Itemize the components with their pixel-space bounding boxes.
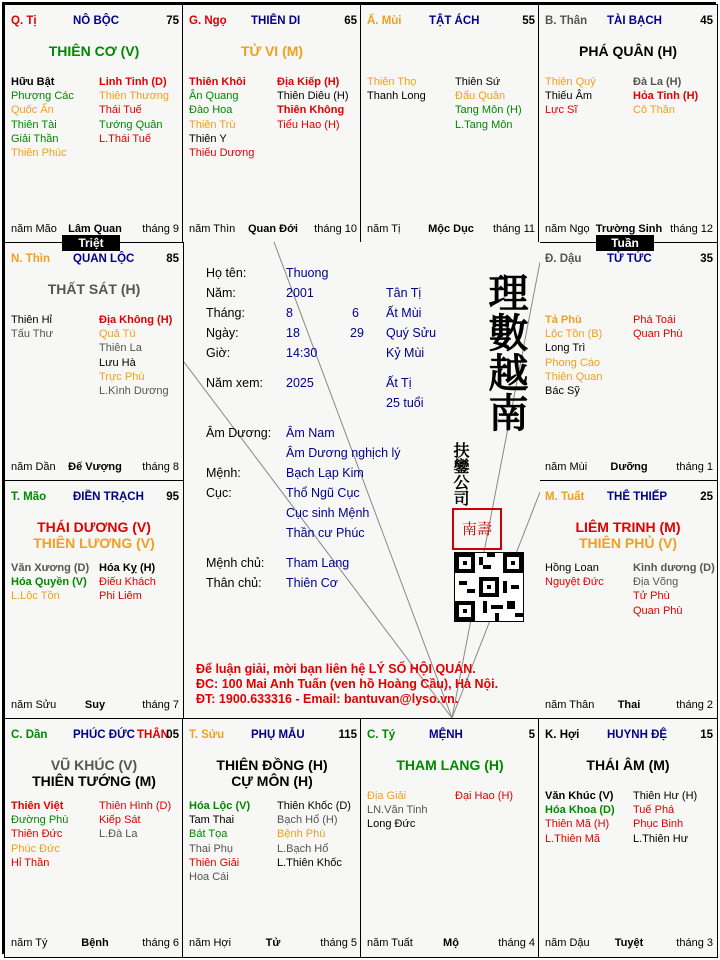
right-stars: [277, 799, 351, 870]
minor-star: Thiên Hỉ: [11, 314, 52, 326]
main-star: THAM LANG (H): [396, 757, 504, 773]
thanchu-value: Thiên Cơ: [286, 576, 338, 590]
palace-name: ĐIỀN TRẠCH: [73, 491, 144, 503]
right-stars: [99, 561, 156, 604]
minor-star: Thiên Mã (H): [545, 818, 610, 831]
palace-name: PHỤ MẪU: [251, 729, 305, 741]
right-stars: [99, 799, 171, 842]
palace-header: [545, 15, 713, 31]
palace-name: TẬT ÁCH: [429, 15, 480, 27]
main-star: CỰ MÔN (H): [231, 773, 313, 789]
minor-star: L.Thiên Mã: [545, 832, 601, 845]
main-star: THIÊN CƠ (V): [48, 43, 140, 59]
palace-age: 5: [528, 729, 535, 741]
amduong-value: Âm Nam: [286, 426, 335, 440]
main-star: TỬ VI (M): [240, 43, 304, 59]
minor-star: Thanh Long: [367, 90, 426, 103]
tuan-tag: Tuần: [596, 235, 654, 251]
contact-line-3: ĐT: 1900.633316 - Email: bantuvan@lyso.vn.: [196, 692, 459, 706]
main-stars: [5, 757, 183, 789]
year-label: năm Dần: [11, 461, 56, 473]
minor-star: Thiếu Dương: [189, 147, 255, 160]
minor-star: Thái Tuế: [99, 104, 142, 117]
minor-star: Hoa Cái: [189, 871, 229, 884]
minor-star: Địa Giải: [367, 790, 407, 802]
palace-age: 115: [338, 729, 357, 741]
minor-star: Thiên Diêu (H): [277, 90, 349, 103]
branch-name: G. Ngọ: [189, 15, 227, 27]
minor-star: Ân Quang: [189, 90, 239, 103]
minor-star: Tả Phù: [545, 314, 582, 326]
palace-header: [11, 729, 179, 745]
minor-star: Thiên Trù: [189, 118, 236, 131]
minor-star: Thiên Hình (D): [99, 800, 172, 812]
body-mark: THÂN: [137, 729, 169, 741]
palace-name: HUYNH ĐỆ: [607, 729, 668, 741]
palace-header: [189, 729, 357, 745]
minor-star: L.Đà La: [99, 828, 138, 841]
palace-name: MỆNH: [429, 729, 463, 741]
minor-star: Quan Phù: [633, 328, 683, 341]
minor-star: Tử Phù: [633, 590, 670, 603]
main-star: PHÁ QUÂN (H): [579, 43, 677, 59]
left-stars: [545, 561, 604, 589]
minor-star: Đẩu Quân: [455, 90, 506, 103]
main-stars: [183, 757, 361, 789]
age-text: 25 tuổi: [386, 396, 424, 410]
palace-footer: [189, 221, 357, 235]
month-label: tháng 3: [676, 937, 713, 949]
hour-label: Giờ:: [206, 346, 231, 360]
left-stars: [11, 561, 89, 604]
minor-star: Đà La (H): [633, 76, 682, 88]
amduong-label: Âm Dương:: [206, 426, 272, 440]
minor-star: Thiên Thương: [99, 90, 170, 103]
minor-star: Tam Thai: [189, 814, 235, 827]
minor-star: Phúc Đức: [11, 842, 60, 855]
palace-name: THIÊN DI: [251, 15, 301, 27]
year-lunar: Tân Tị: [386, 286, 422, 300]
palace-footer: [11, 935, 179, 949]
right-stars: [99, 313, 172, 398]
minor-star: LN.Văn Tinh: [367, 804, 428, 817]
stage-label: Đế Vượng: [68, 461, 122, 473]
palace-cell-mao: [4, 480, 184, 720]
view-year: 2025: [286, 376, 314, 390]
year-label: Năm:: [206, 286, 236, 300]
palace-name: PHÚC ĐỨC: [73, 729, 135, 741]
contact-block: [196, 662, 498, 707]
branch-name: K. Hợi: [545, 729, 580, 741]
minor-star: Thiên Không: [277, 104, 345, 117]
branch-name: C. Tý: [367, 729, 396, 741]
palace-cell-hoi: [538, 718, 718, 958]
minor-star: L.Thái Tuế: [99, 132, 151, 145]
main-stars: [539, 43, 717, 59]
minor-star: Thiên Sứ: [455, 76, 501, 88]
month-label: tháng 2: [676, 699, 713, 711]
minor-star: Long Đức: [367, 818, 416, 831]
view-year-label: Năm xem:: [206, 376, 263, 390]
main-stars: [539, 519, 717, 551]
left-stars: [367, 75, 426, 103]
minor-star: Đại Hao (H): [455, 790, 514, 802]
month-label: Tháng:: [206, 306, 245, 320]
month-label: tháng 6: [142, 937, 179, 949]
minor-star: Hóa Quyền (V): [11, 576, 87, 589]
minor-star: Bác Sỹ: [545, 385, 580, 398]
contact-line-2: ĐC: 100 Mai Anh Tuấn (ven hồ Hoàng Cầu), Hà Nội.: [196, 677, 499, 691]
palace-header: [545, 253, 713, 269]
name-label: Họ tên:: [206, 266, 247, 280]
right-stars: [633, 789, 697, 846]
minor-star: Tuế Phá: [633, 804, 675, 817]
day-solar: 18: [286, 326, 300, 340]
branch-name: M. Tuất: [545, 491, 585, 503]
palace-header: [367, 15, 535, 31]
minor-star: L.Kình Dương: [99, 385, 169, 398]
month-lunar: Ất Mùi: [386, 306, 422, 320]
month-label: tháng 1: [676, 461, 713, 473]
stage-label: Tử: [265, 937, 281, 949]
palace-footer: [545, 935, 713, 949]
month-label: tháng 11: [492, 223, 535, 235]
minor-star: Thiên Y: [189, 132, 227, 145]
minor-star: Thiên Khốc (D): [277, 800, 351, 812]
minor-star: Lực Sĩ: [545, 104, 578, 117]
branch-name: N. Thìn: [11, 253, 50, 265]
minor-star: Trực Phù: [99, 370, 145, 383]
center-info-panel: [184, 242, 540, 718]
minor-star: Tướng Quân: [99, 118, 163, 131]
minor-star: Thiên La: [99, 342, 142, 355]
company-mark: 扶鑾公司: [451, 442, 470, 506]
minor-star: Bạch Hổ (H): [277, 814, 338, 827]
left-stars: [11, 313, 53, 341]
minor-star: Hồng Loan: [545, 562, 599, 574]
minor-star: Thiên Hư (H): [633, 790, 698, 802]
stage-label: Tuyệt: [614, 937, 644, 949]
month-label: tháng 10: [314, 223, 357, 235]
palace-name: TỬ TỨC: [607, 253, 652, 265]
minor-star: Bát Tọa: [189, 828, 228, 841]
stage-label: Trường Sinh: [595, 223, 663, 235]
month-label: tháng 4: [498, 937, 535, 949]
palace-age: 25: [700, 491, 713, 503]
year-label: năm Hợi: [189, 937, 232, 949]
left-stars: [11, 75, 74, 160]
amduong-detail: Âm Dương nghịch lý: [286, 446, 401, 460]
year-label: năm Sửu: [11, 699, 57, 711]
minor-star: L.Thiên Hư: [633, 832, 689, 845]
year-label: năm Thìn: [189, 223, 236, 235]
branch-name: B. Thân: [545, 15, 588, 27]
main-star: THIÊN TƯỚNG (M): [32, 773, 156, 789]
branch-name: Ấ. Mùi: [367, 15, 402, 27]
palace-age: 65: [344, 15, 357, 27]
cuc-detail-1: Cục sinh Mệnh: [286, 506, 370, 520]
minor-star: L.Lộc Tồn: [11, 590, 60, 603]
palace-header: [545, 729, 713, 745]
stage-label: Bệnh: [81, 937, 109, 949]
red-seal-stamp: 南壽: [452, 508, 502, 550]
palace-footer: [545, 697, 713, 711]
palace-cell-dan: [4, 718, 184, 958]
minor-star: Nguyệt Đức: [545, 576, 604, 589]
stage-label: Dưỡng: [610, 461, 648, 473]
palace-cell-thin: [4, 242, 184, 482]
palace-footer: [545, 459, 713, 473]
main-stars: [5, 519, 183, 551]
year-label: năm Mùi: [545, 461, 588, 473]
minor-star: Long Trì: [545, 342, 586, 355]
palace-cell-ty2: [360, 718, 540, 958]
cuc-label: Cục:: [206, 486, 232, 500]
minor-star: Thiên Đức: [11, 828, 63, 841]
right-stars: [99, 75, 169, 146]
minor-star: Văn Khúc (V): [545, 790, 614, 802]
minor-star: Thiên Khôi: [189, 76, 246, 88]
qr-code-icon: [454, 552, 524, 622]
main-stars: [361, 757, 539, 773]
minor-star: Lưu Hà: [99, 356, 136, 369]
minor-star: Thiên Thọ: [367, 76, 417, 88]
palace-footer: [367, 935, 535, 949]
minor-star: Phượng Các: [11, 90, 74, 103]
main-star: THẤT SÁT (H): [47, 281, 141, 297]
day-label: Ngày:: [206, 326, 239, 340]
hour-lunar: Kỷ Mùi: [386, 346, 425, 360]
palace-cell-mui: [360, 4, 540, 244]
palace-header: [545, 491, 713, 507]
left-stars: [545, 75, 596, 118]
cuc-value: Thổ Ngũ Cục: [286, 486, 360, 500]
year-label: năm Thân: [545, 699, 595, 711]
day-lunar-num: 29: [350, 326, 364, 340]
minor-star: Thiên Tài: [11, 118, 57, 131]
minor-star: Hỏa Tinh (H): [633, 90, 699, 103]
main-star: THÁI DƯƠNG (V): [37, 519, 151, 535]
left-stars: [545, 313, 602, 398]
menh-label: Mệnh:: [206, 466, 241, 480]
menhchu-label: Mệnh chủ:: [206, 556, 265, 570]
minor-star: Quan Phù: [633, 604, 683, 617]
main-stars: [5, 43, 183, 59]
minor-star: Thiên Quan: [545, 370, 603, 383]
name-value: Thuong: [286, 266, 329, 280]
left-stars: [11, 799, 68, 870]
minor-star: Hóa Khoa (D): [545, 804, 615, 817]
month-label: tháng 9: [142, 223, 179, 235]
minor-star: Đường Phù: [11, 814, 69, 827]
left-stars: [367, 789, 428, 832]
minor-star: Hữu Bật: [11, 76, 55, 88]
left-stars: [545, 789, 615, 846]
minor-star: Phá Toái: [633, 314, 676, 326]
palace-footer: [11, 221, 179, 235]
stage-label: Lâm Quan: [68, 223, 122, 235]
palace-footer: [189, 935, 357, 949]
minor-star: Hỉ Thần: [11, 856, 50, 869]
month-label: tháng 7: [142, 699, 179, 711]
palace-header: [11, 253, 179, 269]
minor-star: Thai Phụ: [189, 842, 234, 855]
palace-age: 45: [700, 15, 713, 27]
right-stars: [633, 75, 698, 118]
minor-star: Kiếp Sát: [99, 814, 141, 827]
triet-tag: Triệt: [62, 235, 120, 251]
minor-star: Tang Môn (H): [455, 104, 522, 117]
stage-label: Suy: [84, 699, 106, 711]
minor-star: Thiên Giải: [189, 856, 240, 869]
minor-star: Lộc Tồn (B): [545, 328, 603, 341]
main-star: VŨ KHÚC (V): [50, 757, 138, 773]
branch-name: Đ. Dậu: [545, 253, 582, 265]
right-stars: [633, 561, 715, 618]
palace-name: TÀI BẠCH: [607, 15, 662, 27]
main-stars: [539, 757, 717, 773]
palace-cell-suu: [182, 718, 362, 958]
palace-cell-ty: [4, 4, 184, 244]
minor-star: Hóa Kỵ (H): [99, 562, 156, 574]
menhchu-value: Tham Lang: [286, 556, 350, 570]
palace-age: 05: [166, 729, 179, 741]
palace-age: 35: [700, 253, 713, 265]
minor-star: L.Tang Môn: [455, 118, 513, 131]
left-stars: [189, 75, 254, 160]
year-label: năm Tý: [11, 937, 48, 949]
palace-age: 55: [522, 15, 535, 27]
branch-name: C. Dần: [11, 729, 48, 741]
palace-cell-tuat: [538, 480, 718, 720]
minor-star: Tiểu Hao (H): [277, 118, 340, 131]
palace-name: NÔ BỘC: [73, 15, 119, 27]
minor-star: Phi Liêm: [99, 590, 142, 603]
calligraphy-logo: 理數越南: [482, 272, 529, 432]
stage-label: Mộ: [443, 937, 459, 949]
palace-footer: [11, 697, 179, 711]
month-label: tháng 5: [320, 937, 357, 949]
minor-star: Văn Xương (D): [11, 562, 90, 574]
main-star: THÁI ÂM (M): [586, 757, 670, 773]
day-lunar: Quý Sửu: [386, 326, 437, 340]
minor-star: Phong Cáo: [545, 356, 601, 369]
minor-star: Quốc Ấn: [11, 104, 54, 117]
palace-name: QUAN LỘC: [73, 253, 135, 265]
palace-age: 95: [166, 491, 179, 503]
palace-name: THÊ THIẾP: [607, 491, 668, 503]
month-solar: 8: [286, 306, 293, 320]
palace-cell-than: [538, 4, 718, 244]
minor-star: Thiên Quý: [545, 76, 596, 88]
minor-star: Quả Tú: [99, 328, 136, 341]
month-label: tháng 12: [670, 223, 713, 235]
minor-star: Thiếu Âm: [545, 90, 593, 103]
main-star: THIÊN PHỦ (V): [579, 535, 677, 551]
right-stars: [455, 789, 513, 803]
palace-header: [367, 729, 535, 745]
minor-star: Linh Tinh (D): [99, 76, 167, 88]
minor-star: Điếu Khách: [99, 576, 156, 589]
cuc-detail-2: Thần cư Phúc: [286, 526, 365, 540]
right-stars: [633, 313, 683, 341]
palace-cell-ngo: [182, 4, 362, 244]
main-stars: [5, 281, 183, 297]
view-year-lunar: Ất Tị: [386, 376, 412, 390]
minor-star: Bệnh Phù: [277, 828, 326, 841]
stage-label: Thai: [617, 699, 641, 711]
branch-name: T. Sửu: [189, 729, 225, 741]
palace-header: [189, 15, 357, 31]
palace-age: 75: [166, 15, 179, 27]
year-solar: 2001: [286, 286, 314, 300]
hour-value: 14:30: [286, 346, 318, 360]
branch-name: Q. Tị: [11, 15, 37, 27]
month-label: tháng 8: [142, 461, 179, 473]
palace-footer: [545, 221, 713, 235]
palace-age: 15: [700, 729, 713, 741]
stage-label: Quan Đới: [248, 223, 298, 235]
minor-star: Địa Không (H): [99, 314, 173, 326]
main-star: LIÊM TRINH (M): [575, 519, 681, 535]
palace-footer: [11, 459, 179, 473]
minor-star: Địa Võng: [633, 576, 679, 589]
minor-star: Kình dương (D): [633, 562, 715, 574]
main-stars: [183, 43, 361, 59]
year-label: năm Tị: [367, 223, 401, 235]
thanchu-label: Thân chủ:: [206, 576, 262, 590]
astrology-chart: [2, 2, 716, 954]
minor-star: Phục Binh: [633, 818, 684, 831]
minor-star: Giải Thần: [11, 132, 59, 145]
minor-star: L.Bạch Hổ: [277, 842, 329, 855]
main-star: THIÊN ĐỒNG (H): [216, 757, 328, 773]
palace-header: [11, 491, 179, 507]
palace-footer: [367, 221, 535, 235]
minor-star: Đào Hoa: [189, 104, 233, 117]
minor-star: Tấu Thư: [11, 328, 54, 341]
palace-age: 85: [166, 253, 179, 265]
right-stars: [277, 75, 349, 132]
right-stars: [455, 75, 522, 132]
left-stars: [189, 799, 250, 884]
contact-line-1: Để luận giải, mời bạn liên hệ LÝ SỐ HỘI QUÁN.: [196, 662, 476, 676]
palace-cell-dau: [538, 242, 718, 482]
stage-label: Mộc Dục: [428, 223, 474, 235]
main-star: THIÊN LƯƠNG (V): [33, 535, 155, 551]
minor-star: Hóa Lộc (V): [189, 800, 251, 812]
month-lunar-num: 6: [352, 306, 359, 320]
menh-value: Bạch Lạp Kim: [286, 466, 364, 480]
year-label: năm Mão: [11, 223, 57, 235]
minor-star: L.Thiên Khốc: [277, 856, 342, 869]
palace-header: [11, 15, 179, 31]
branch-name: T. Mão: [11, 491, 47, 503]
year-label: năm Dậu: [545, 937, 590, 949]
minor-star: Cô Thần: [633, 104, 675, 117]
minor-star: Thiên Việt: [11, 800, 64, 812]
year-label: năm Tuất: [367, 937, 413, 949]
year-label: năm Ngọ: [545, 223, 590, 235]
minor-star: Thiên Phúc: [11, 147, 67, 160]
minor-star: Địa Kiếp (H): [277, 76, 340, 88]
